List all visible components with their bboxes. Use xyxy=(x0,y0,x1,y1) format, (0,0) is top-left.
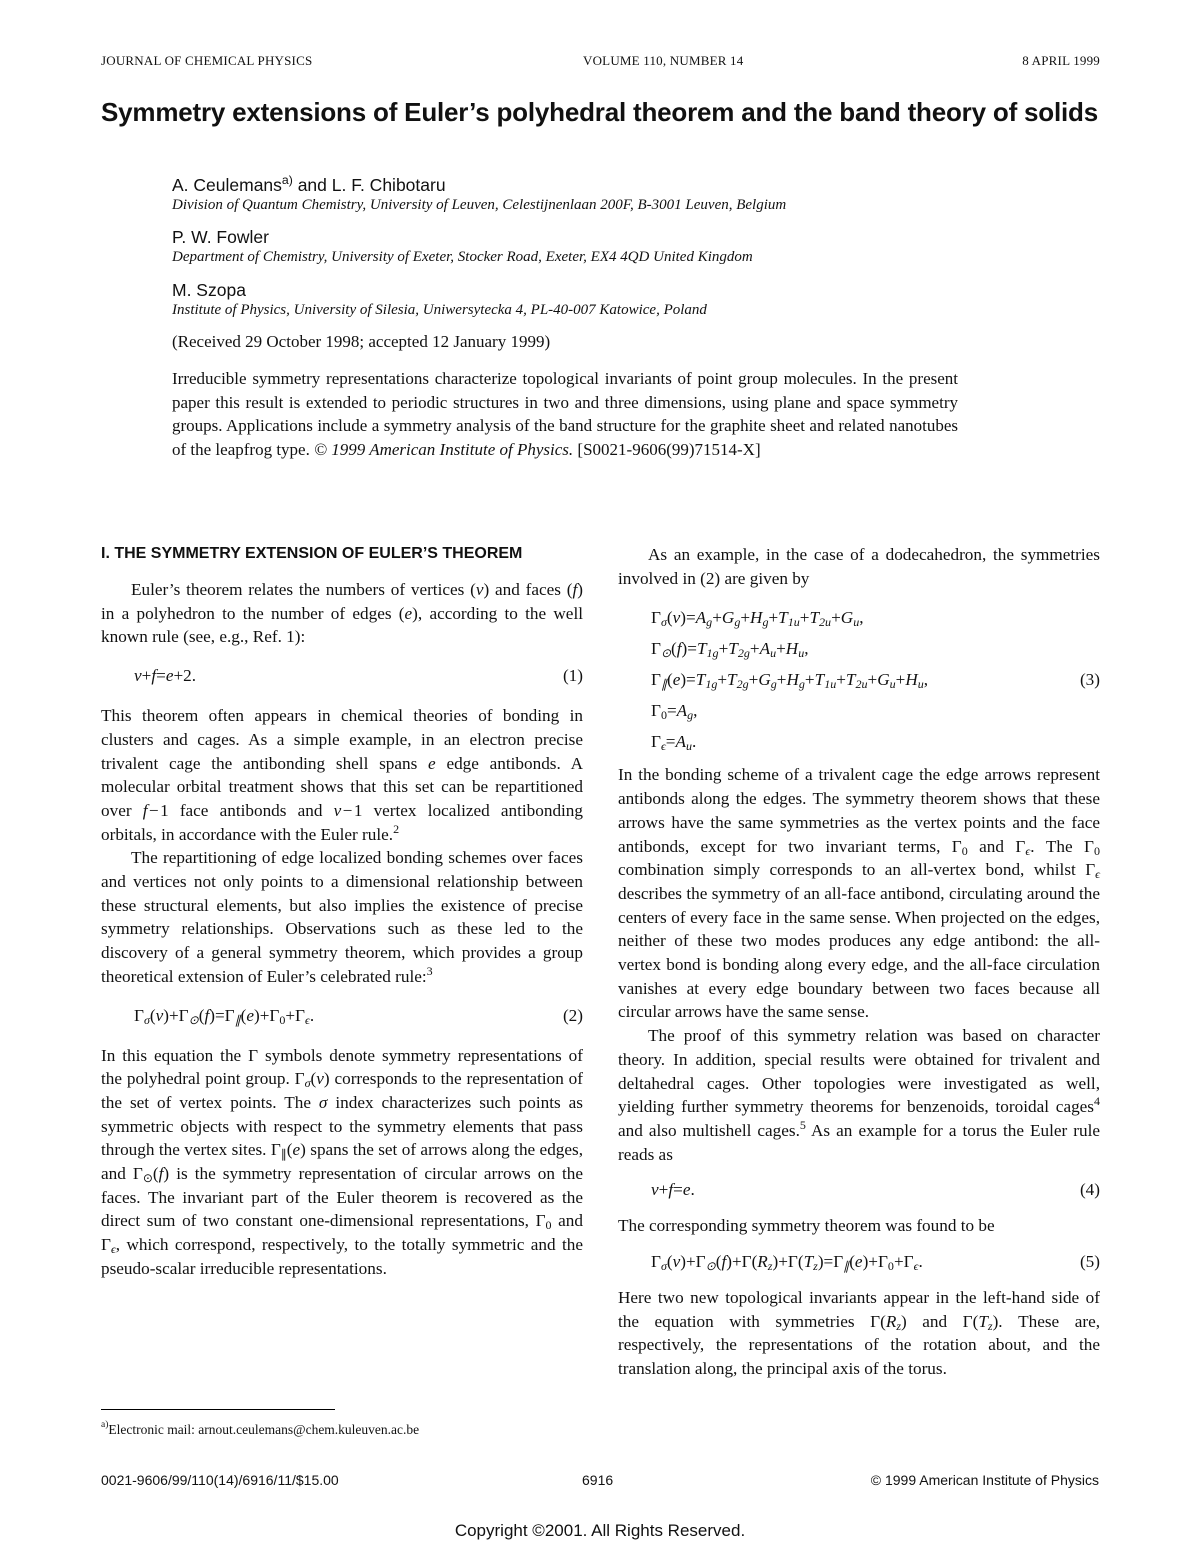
equation-number: (3) xyxy=(1079,670,1100,690)
footer-publisher: © 1999 American Institute of Physics xyxy=(870,1472,1099,1488)
footnote-mark: a) xyxy=(101,1420,109,1430)
equation-row: $\Gamma_⊙(f)=T_{1g}+T_{2g}+A_u+H_u$, xyxy=(651,639,809,661)
equation-3 xyxy=(651,602,1100,757)
equation-row: $\Gamma_0=A_g$, xyxy=(651,701,698,723)
author-line-3: M. Szopa xyxy=(172,280,246,300)
equation-row: $\Gamma_\sigma(v)=A_g+G_g+H_g+T_{1u}+T_{2u}+G_u$, xyxy=(651,608,864,630)
copyright-notice: Copyright ©2001. All Rights Reserved. xyxy=(454,1521,746,1540)
author-line-2: P. W. Fowler xyxy=(172,227,269,247)
abstract-doi: [S0021-9606(99)71514-X] xyxy=(577,439,761,459)
journal-name: JOURNAL OF CHEMICAL PHYSICS xyxy=(101,53,313,68)
footer-code: 0021-9606/99/110(14)/6916/11/$15.00 xyxy=(101,1472,339,1488)
paragraph: The corresponding symmetry theorem was found to be xyxy=(618,1216,995,1236)
author-name-coauthor: and L. F. Chibotaru xyxy=(292,175,446,195)
equation-row: $\Gamma_\parallel(e)=T_{1g}+T_{2g}+G_g+H_g+T_{1u}+T_{2u}+G_u+H_u$, xyxy=(651,670,929,692)
paragraph: Euler’s theorem relates the numbers of vertices (v) and faces (f) in a polyhedron to the number of edges (e), according to the well known rule (see, e.g., Ref. 1): xyxy=(101,580,583,647)
equation-4: v+f=e. (4) xyxy=(651,1178,1100,1202)
equation-5: $\Gamma_\sigma(v)+\Gamma_⊙(f)+\Gamma(R_z)+\Gamma(T_z)=\Gamma_\parallel(e)+\Gamma_0+\Gamma_\epsilon$. (5) xyxy=(651,1252,1100,1274)
author-name: A. Ceulemans xyxy=(172,175,282,195)
left-column xyxy=(101,543,583,1281)
received-dates: (Received 29 October 1998; accepted 12 January 1999) xyxy=(172,332,551,351)
right-column xyxy=(618,543,1100,1381)
affiliation-2: Department of Chemistry, University of Exeter, Stocker Road, Exeter, EX4 4QD United Kingdom xyxy=(172,249,753,265)
equation-row: $\Gamma_\epsilon=A_u$. xyxy=(651,732,697,754)
paragraph: In the bonding scheme of a trivalent cage the edge arrows represent antibonds along the edges. The symmetry theorem shows that these arrows have the same symmetries as the vertex points and the face antibonds, except for two invariant terms, $\Gamma_0$ and $\Gamma_\epsilon$. The $\Gamma_0$ combination simply corresponds to an all-vertex bond, whilst $\Gamma_\epsilon$ describes the symmetry of an all-face antibond, circulating around the centers of every face in the same sense. When projected on the edges, neither of these two modes produces any edge antibond: the all-vertex bond is bonding along every edge, and the all-face circulation vanishes at every edge boundary between two faces because all circular arrows have the same sense. xyxy=(618,765,1100,1022)
author-footnote-mark: a) xyxy=(281,173,293,187)
equation-number: (2) xyxy=(562,1005,583,1025)
paragraph: The repartitioning of edge localized bonding schemes over faces and vertices not only points to a dimensional relationship between these structural elements, but also implies the existence of precise symmetry relationships. Observations such as these led to the discovery of a general symmetry theorem, which provides a group theoretical extension of Euler’s celebrated rule:$^3$ xyxy=(101,848,583,986)
equation-1: v+f=e+2. (1) xyxy=(134,664,583,688)
paragraph: As an example, in the case of a dodecahedron, the symmetries involved in (2) are given by xyxy=(618,545,1100,588)
affiliation-3: Institute of Physics, University of Silesia, Uniwersytecka 4, PL-40-007 Katowice, Poland xyxy=(172,302,707,318)
paragraph: The proof of this symmetry relation was based on character theory. In addition, special results were obtained for trivalent and deltahedral cages. Other topologies were investigated as well, yielding further symmetry theorems for benzenoids, toroidal cages$^4$ and also multishell cages.$^5$ As an example for a torus the Euler rule reads as xyxy=(618,1026,1100,1164)
footnote xyxy=(101,1422,419,1438)
footnote-text: Electronic mail: arnout.ceulemans@chem.kuleuven.ac.be xyxy=(108,1422,420,1437)
abstract xyxy=(172,367,958,461)
abstract-copyright: © 1999 American Institute of Physics. xyxy=(314,439,574,459)
equation-2: $\Gamma_\sigma(v)+\Gamma_⊙(f)=\Gamma_\parallel(e)+\Gamma_0+\Gamma_\epsilon$. (2) xyxy=(134,1005,583,1027)
equation-number: (1) xyxy=(562,666,583,686)
paragraph: This theorem often appears in chemical theories of bonding in clusters and cages. As a simple example, in an electron precise trivalent cage the antibonding shell spans e edge antibonds. A molecular orbital treatment shows that this set can be repartitioned over f − 1 face antibonds and v − 1 vertex localized antibonding orbitals, in accordance with the Euler rule.$^2$ xyxy=(101,706,583,844)
affiliation-1: Division of Quantum Chemistry, University of Leuven, Celestijnenlaan 200F, B-3001 Leuven, Belgium xyxy=(172,197,787,213)
paragraph: In this equation the Γ symbols denote symmetry representations of the polyhedral point group. $\Gamma_\sigma(v)$ corresponds to the representation of the set of vertex points. The σ index characterizes such points as symmetric objects with respect to the symmetry elements that pass through the vertex sites. $\Gamma_\parallel(e)$ spans the set of arrows along the edges, and $\Gamma_⊙(f)$ is the symmetry representation of circular arrows on the faces. The invariant part of the Euler theorem is recovered as the direct sum of two constant one-dimensional representations, $\Gamma_0$ and $\Gamma_\epsilon$, which correspond, respectively, to the totally symmetric and the pseudo-scalar irreducible representations. xyxy=(101,1045,583,1278)
paper-title: Symmetry extensions of Euler’s polyhedral theorem and the band theory of solids xyxy=(101,97,1098,127)
footnote-rule xyxy=(101,1409,335,1410)
equation-number: (5) xyxy=(1079,1252,1100,1272)
volume-number: VOLUME 110, NUMBER 14 xyxy=(583,53,744,68)
abstract-text: Irreducible symmetry representations characterize topological invariants of point group molecules. In the present paper this result is extended to periodic structures in two and three dimensions, using plane and space symmetry groups. Applications include a symmetry analysis of the band structure for the graphite sheet and related nanotubes of the leapfrog type. xyxy=(172,369,958,459)
equation-number: (4) xyxy=(1079,1180,1100,1200)
paragraph: Here two new topological invariants appear in the left-hand side of the equation with symmetries $\Gamma(R_z)$ and $\Gamma(T_z)$. These are, respectively, the representations of the rotation about, and the translation along, the principal axis of the torus. xyxy=(618,1288,1100,1379)
author-line-1 xyxy=(172,175,446,196)
page-number: 6916 xyxy=(582,1472,614,1488)
section-heading: I. THE SYMMETRY EXTENSION OF EULER’S THEOREM xyxy=(101,545,523,562)
issue-date: 8 APRIL 1999 xyxy=(1022,53,1100,68)
